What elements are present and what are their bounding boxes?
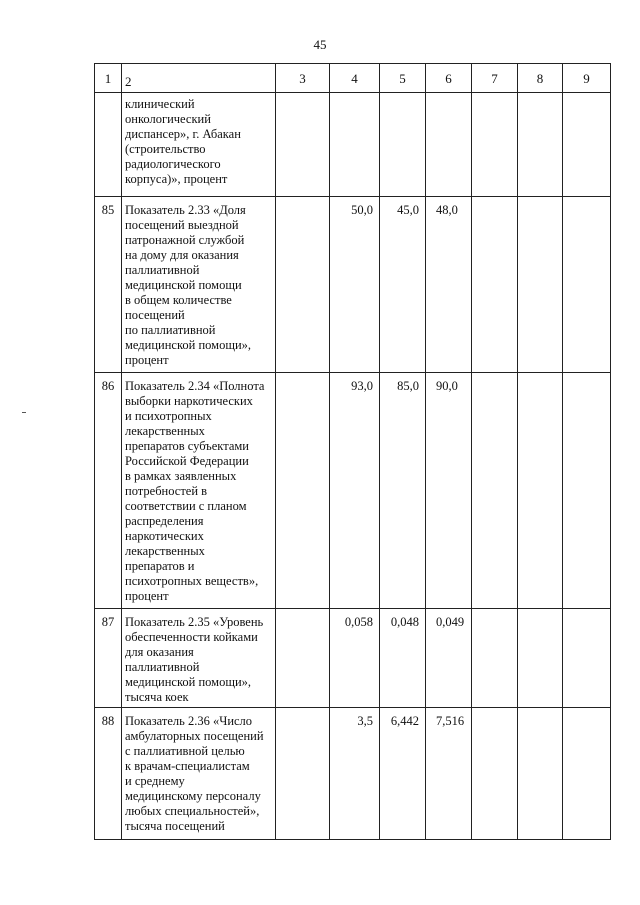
cell-c8	[518, 197, 563, 373]
cell-c8	[518, 708, 563, 840]
table-row	[95, 373, 611, 609]
cell-c7	[472, 609, 518, 708]
cell-c4: 93,0	[330, 373, 380, 609]
cell-c7	[472, 373, 518, 609]
cell-c9	[563, 197, 611, 373]
cell-c5: 45,0	[380, 197, 426, 373]
indicator-table	[94, 63, 611, 840]
cell-c7	[472, 197, 518, 373]
header-cell: 7	[472, 64, 518, 93]
margin-mark	[22, 412, 26, 413]
header-cell: 2	[122, 64, 276, 93]
cell-c3	[276, 373, 330, 609]
indicator-name: клинический онкологический диспансер», г. Абакан (строительство радиологического корпуса)», процент	[122, 93, 276, 197]
row-number	[95, 93, 122, 197]
cell-c7	[472, 93, 518, 197]
table-row	[95, 93, 611, 197]
cell-c9	[563, 609, 611, 708]
table-row	[95, 197, 611, 373]
cell-c4: 3,5	[330, 708, 380, 840]
row-number: 85	[95, 197, 122, 373]
table-row	[95, 708, 611, 840]
cell-c6: 48,0	[426, 197, 472, 373]
header-cell: 9	[563, 64, 611, 93]
cell-c8	[518, 373, 563, 609]
header-cell: 3	[276, 64, 330, 93]
header-cell: 1	[95, 64, 122, 93]
cell-c4	[330, 93, 380, 197]
cell-c8	[518, 609, 563, 708]
cell-c6: 0,049	[426, 609, 472, 708]
cell-c7	[472, 708, 518, 840]
indicator-name: Показатель 2.33 «Доля посещений выездной патронажной службой на дому для оказания паллиативной медицинской помощи в общем количестве посещений по паллиативной медицинской помощи», процент	[122, 197, 276, 373]
cell-c8	[518, 93, 563, 197]
cell-c6: 7,516	[426, 708, 472, 840]
cell-c4: 50,0	[330, 197, 380, 373]
cell-c6: 90,0	[426, 373, 472, 609]
cell-c6	[426, 93, 472, 197]
cell-c9	[563, 373, 611, 609]
cell-c5: 0,048	[380, 609, 426, 708]
cell-c9	[563, 93, 611, 197]
header-cell: 6	[426, 64, 472, 93]
table-row	[95, 609, 611, 708]
cell-c3	[276, 708, 330, 840]
cell-c5: 85,0	[380, 373, 426, 609]
cell-c3	[276, 197, 330, 373]
table-header-row	[95, 64, 611, 93]
header-cell: 4	[330, 64, 380, 93]
cell-c5: 6,442	[380, 708, 426, 840]
page-number: 45	[313, 37, 327, 52]
row-number: 88	[95, 708, 122, 840]
cell-c9	[563, 708, 611, 840]
header-cell: 8	[518, 64, 563, 93]
cell-c5	[380, 93, 426, 197]
row-number: 87	[95, 609, 122, 708]
indicator-name: Показатель 2.34 «Полнота выборки наркотических и психотропных лекарственных препаратов субъектами Российской Федерации в рамках заявленных потребностей в соответствии с планом распределения наркотических лекарственных препаратов и психотропных веществ», процент	[122, 373, 276, 609]
row-number: 86	[95, 373, 122, 609]
cell-c4: 0,058	[330, 609, 380, 708]
indicator-name: Показатель 2.36 «Число амбулаторных посещений с паллиативной целью к врачам-специалистам и среднему медицинскому персоналу любых специальностей», тысяча посещений	[122, 708, 276, 840]
cell-c3	[276, 609, 330, 708]
indicator-name: Показатель 2.35 «Уровень обеспеченности койками для оказания паллиативной медицинской помощи», тысяча коек	[122, 609, 276, 708]
header-cell: 5	[380, 64, 426, 93]
cell-c3	[276, 93, 330, 197]
